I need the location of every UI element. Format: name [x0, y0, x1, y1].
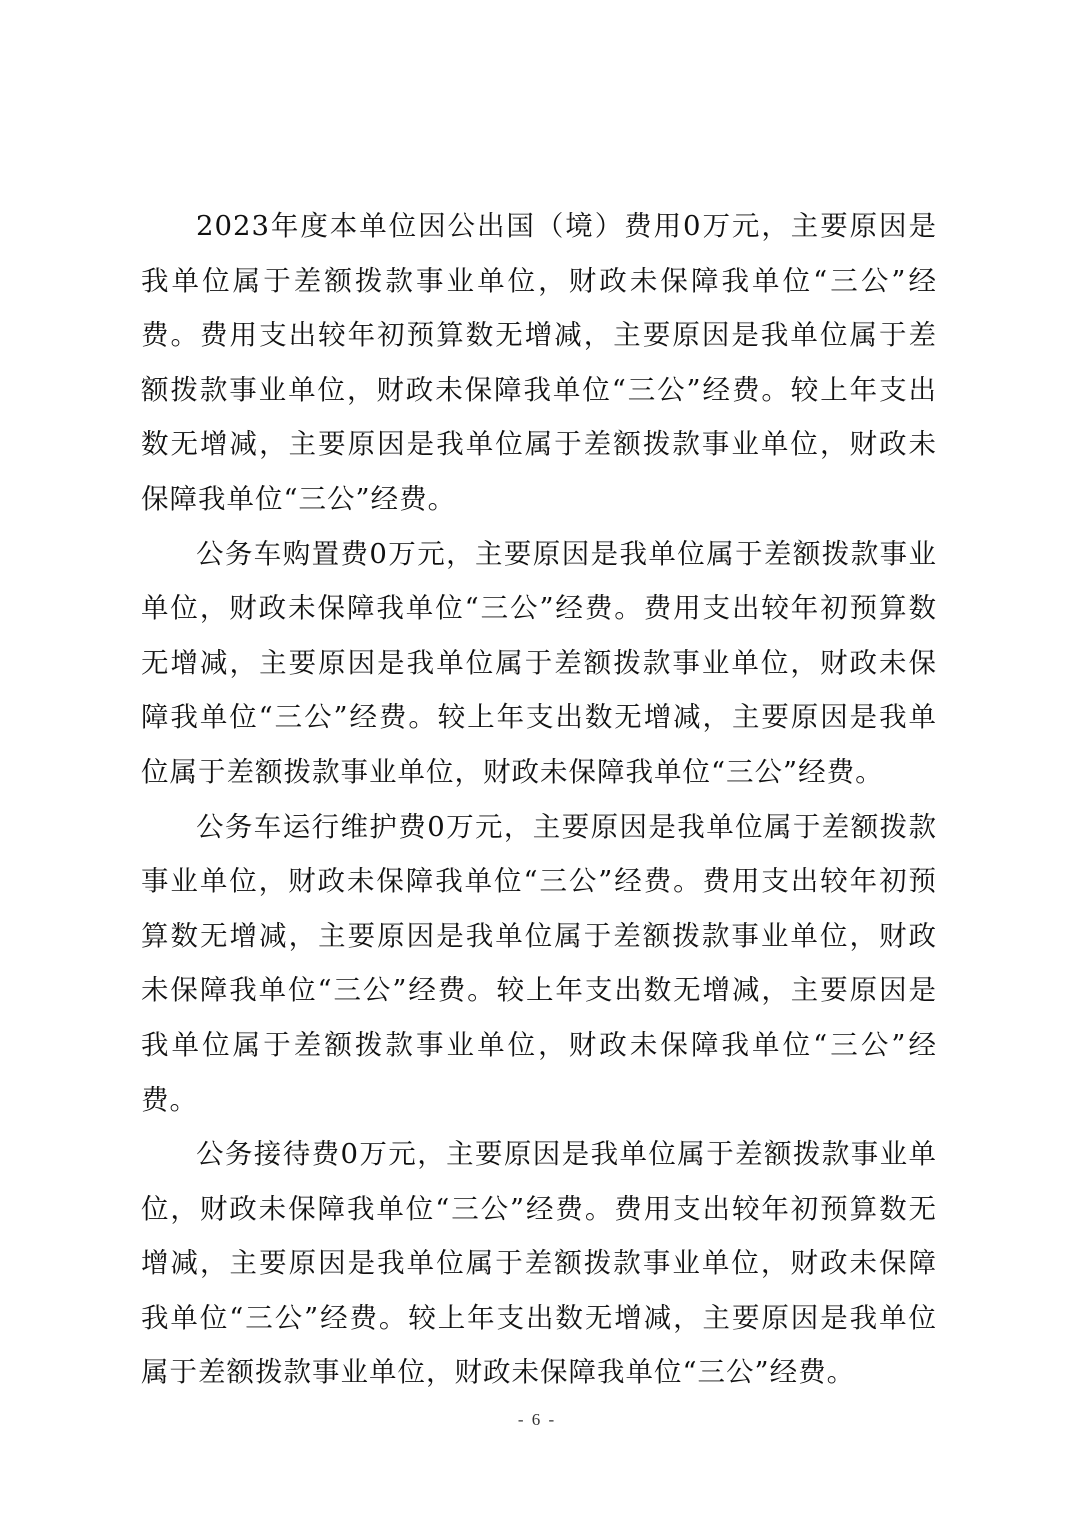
page-number: - 6 -: [517, 1410, 557, 1429]
paragraph-vehicle-operation: 公务车运行维护费0万元，主要原因是我单位属于差额拨款事业单位，财政未保障我单位“三公”经费。费用支出较年初预算数无增减，主要原因是我单位属于差额拨款事业单位，财政未保障我单位“三公”经费。较上年支出数无增减，主要原因是我单位属于差额拨款事业单位，财政未保障我单位“三公”经费。: [141, 810, 937, 1116]
document-body: [141, 199, 937, 1400]
paragraph-official-reception: 公务接待费0万元，主要原因是我单位属于差额拨款事业单位，财政未保障我单位“三公”经费。费用支出较年初预算数无增减，主要原因是我单位属于差额拨款事业单位，财政未保障我单位“三公”经费。较上年支出数无增减，主要原因是我单位属于差额拨款事业单位，财政未保障我单位“三公”经费。: [141, 1138, 937, 1389]
paragraph-outbound-travel: 2023年度本单位因公出国（境）费用0万元，主要原因是我单位属于差额拨款事业单位，财政未保障我单位“三公”经费。费用支出较年初预算数无增减，主要原因是我单位属于差额拨款事业单位，财政未保障我单位“三公”经费。较上年支出数无增减，主要原因是我单位属于差额拨款事业单位，财政未保障我单位“三公”经费。: [141, 210, 937, 515]
paragraph-vehicle-purchase: 公务车购置费0万元，主要原因是我单位属于差额拨款事业单位，财政未保障我单位“三公”经费。费用支出较年初预算数无增减，主要原因是我单位属于差额拨款事业单位，财政未保障我单位“三公”经费。较上年支出数无增减，主要原因是我单位属于差额拨款事业单位，财政未保障我单位“三公”经费。: [141, 537, 937, 788]
